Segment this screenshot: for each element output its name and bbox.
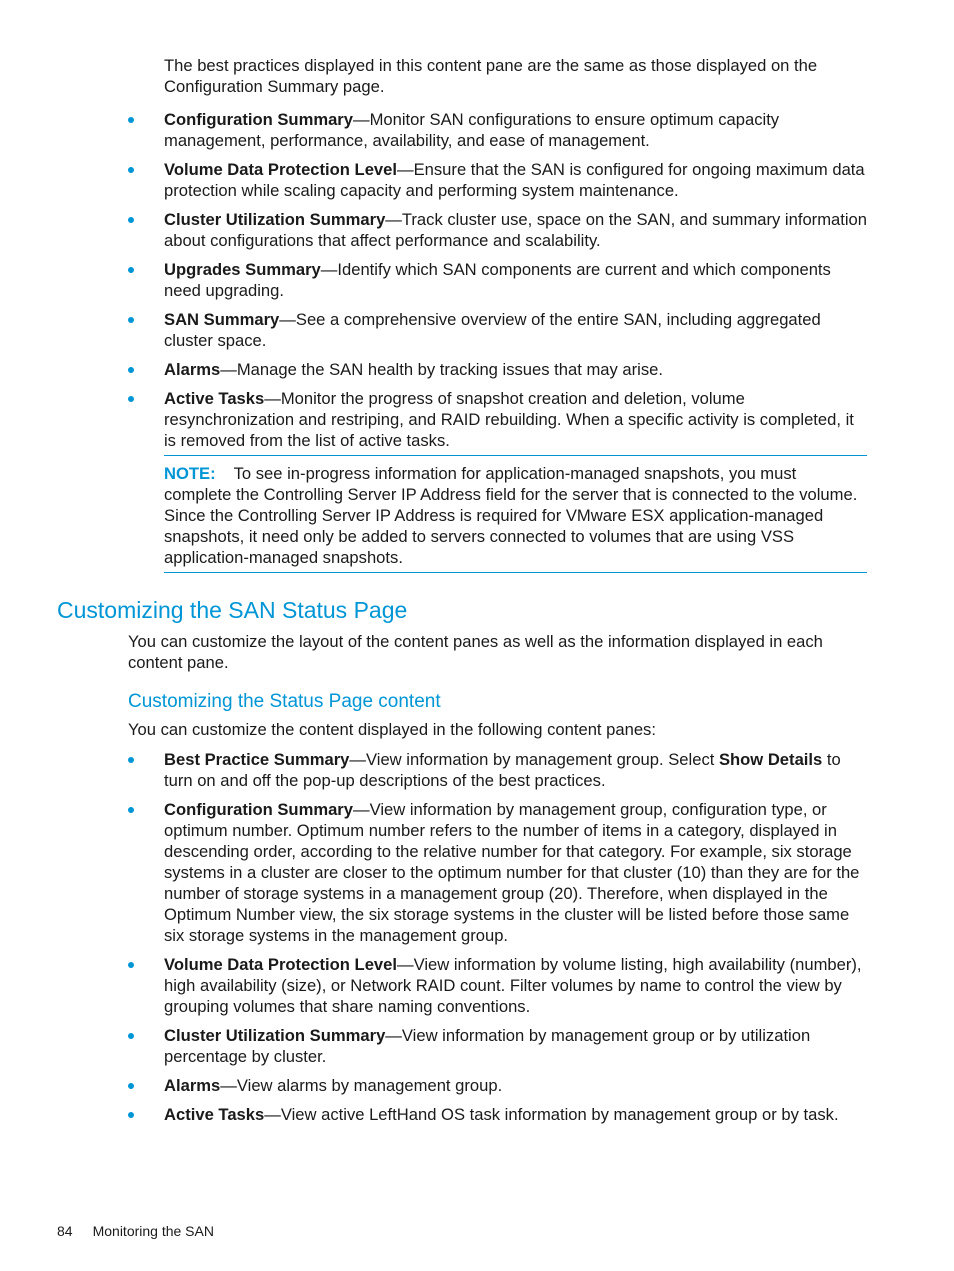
list-item-description: —View information by volume listing, high availability (number), high availability (size), or Network RAID count. Filter volumes by name to control the view by grouping volumes that share naming conventions. — [164, 955, 862, 1016]
bullet-icon — [128, 757, 134, 763]
subsection-paragraph: You can customize the content displayed in the following content panes: — [128, 720, 656, 739]
list-item-description: —Identify which SAN components are current and which components need upgrading. — [164, 260, 831, 300]
note-label: NOTE: — [164, 464, 216, 483]
page-number: 84 — [57, 1223, 73, 1239]
customizable-panes-list — [128, 749, 869, 1133]
list-item — [128, 954, 869, 1017]
bullet-icon — [128, 1033, 134, 1039]
list-item — [128, 1104, 869, 1125]
bullet-icon — [128, 1083, 134, 1089]
list-item-description-end: to turn on and off the pop-up descriptions of the best practices. — [164, 750, 841, 790]
list-item-description: —Track cluster use, space on the SAN, and summary information about configurations that affect performance and scalability. — [164, 210, 868, 250]
list-item-description: —See a comprehensive overview of the entire SAN, including aggregated cluster space. — [164, 310, 821, 350]
bullet-icon — [128, 267, 134, 273]
bullet-icon — [128, 317, 134, 323]
chapter-title: Monitoring the SAN — [92, 1223, 214, 1239]
list-item-description: —Monitor SAN configurations to ensure optimum capacity management, performance, availability, and ease of management. — [164, 110, 780, 150]
list-item — [128, 359, 869, 380]
section-paragraph: You can customize the layout of the content panes as well as the information displayed in each content pane. — [128, 632, 823, 672]
list-item-description: —Ensure that the SAN is configured for ongoing maximum data protection while scaling capacity and performing system maintenance. — [164, 160, 865, 200]
list-item-description: —View information by management group, configuration type, or optimum number. Optimum number refers to the number of items in a category, displayed in descending order, according to the relative number for that category. For example, six storage systems in a cluster are closer to the optimum number for that cluster (10) than they are for the number of storage systems in a management group (20). Therefore, when displayed in the Optimum Number view, the six storage systems in the cluster will be listed before those same six storage systems in the management group. — [164, 800, 860, 945]
bullet-icon — [128, 1112, 134, 1118]
subsection-heading: Customizing the Status Page content — [128, 691, 441, 712]
list-item-description: —Manage the SAN health by tracking issues that may arise. — [220, 360, 663, 379]
list-item-term: Alarms — [164, 360, 221, 379]
list-item — [128, 388, 869, 451]
list-item-term: Cluster Utilization Summary — [164, 210, 386, 229]
bullet-icon — [128, 396, 134, 402]
section-heading: Customizing the SAN Status Page — [57, 597, 408, 623]
list-item — [128, 159, 869, 201]
note-box — [164, 455, 867, 573]
list-item-term: Best Practice Summary — [164, 750, 350, 769]
list-item — [128, 1025, 869, 1067]
page-footer — [57, 1222, 214, 1240]
list-item-term: Alarms — [164, 1076, 221, 1095]
list-item-term: Active Tasks — [164, 1105, 265, 1124]
list-item-term: Volume Data Protection Level — [164, 160, 397, 179]
intro-paragraph: The best practices displayed in this content pane are the same as those displayed on the Configuration Summary page. — [164, 56, 818, 96]
list-item-term: Volume Data Protection Level — [164, 955, 397, 974]
list-item — [128, 259, 869, 301]
list-item-description: —View information by management group or by utilization percentage by cluster. — [164, 1026, 811, 1066]
bullet-icon — [128, 117, 134, 123]
list-item-term: Configuration Summary — [164, 110, 353, 129]
list-item — [128, 749, 869, 791]
list-item-term: Configuration Summary — [164, 800, 353, 819]
list-item — [128, 209, 869, 251]
list-item-description: —View active LeftHand OS task information by management group or by task. — [264, 1105, 839, 1124]
list-item-term: SAN Summary — [164, 310, 280, 329]
show-details-term: Show Details — [718, 750, 823, 769]
monitoring-panes-list — [128, 109, 869, 459]
list-item-description: —View information by management group. Select — [349, 750, 719, 769]
list-item-description: —Monitor the progress of snapshot creation and deletion, volume resynchronization and restriping, and RAID rebuilding. When a specific activity is completed, it is removed from the list of active tasks. — [164, 389, 854, 450]
note-text: To see in-progress information for application-managed snapshots, you must complete the Controlling Server IP Address field for the server that is connected to the volume. Since the Controlling Server IP Address is required for VMware ESX application-managed snapshots, it need only be added to servers connected to volumes that are using VSS application-managed snapshots. — [164, 464, 858, 567]
list-item-description: —View alarms by management group. — [220, 1076, 503, 1095]
list-item — [128, 1075, 869, 1096]
bullet-icon — [128, 962, 134, 968]
bullet-icon — [128, 367, 134, 373]
list-item-term: Upgrades Summary — [164, 260, 321, 279]
list-item — [128, 109, 869, 151]
bullet-icon — [128, 167, 134, 173]
list-item — [128, 309, 869, 351]
list-item — [128, 799, 869, 946]
bullet-icon — [128, 807, 134, 813]
list-item-term: Active Tasks — [164, 389, 265, 408]
bullet-icon — [128, 217, 134, 223]
list-item-term: Cluster Utilization Summary — [164, 1026, 386, 1045]
